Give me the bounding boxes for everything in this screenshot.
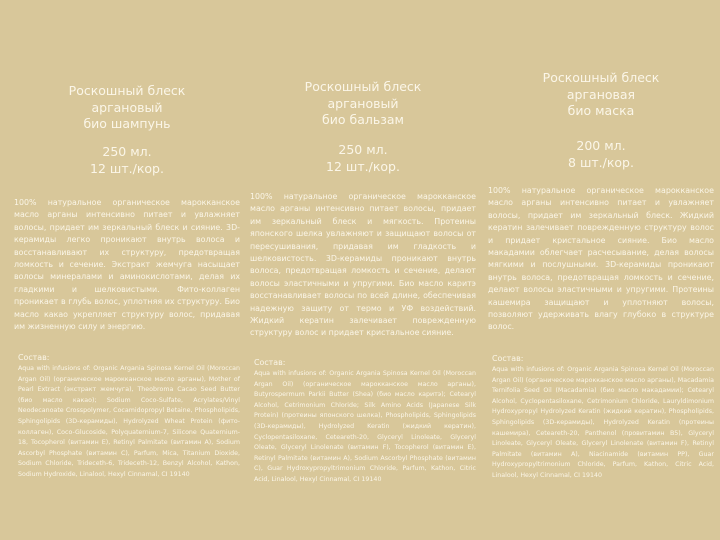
composition-label: Состав: xyxy=(18,353,50,362)
composition-text: Aqua with infusions of: Organic Argania Spinosa Kernel Oil (Moroccan Argan Oil) (органическое марокканское масло арганы), Macadamia Ternifolia Seed Oil (Macadamia) (био масло макадамии); Cetearyl Alcohol, Cyclopentasiloxane, Cetrimonium Chloride, Lauryldimonium Hydroxypropyl Hydrolyzed Keratin (жидкий кератин), Phospholipids, Sphingolipids (3D-керамиды), Hydrolyzed Keratin (протеины кашемира), Ceteareth-20, Panthenol (провитамин В5), Glyceryl Linoleate, Glyceryl Oleate, Glyceryl Linolenate (витамин F), Retinyl Palmitate (витамин А), Niacinamide (витамин PP), Guar Hydroxypropyltrimonium Chloride, Parfum, Kathon, Citric Acid, Linalool, Hexyl Cinnamal, CI 19140 xyxy=(492,366,714,479)
product-volume: 250 мл. 12 шт./кор. xyxy=(326,142,400,174)
product-title: Роскошный блеск аргановый био бальзам xyxy=(304,79,422,127)
composition-label: Состав: xyxy=(492,354,524,363)
product-title: Роскошный блеск аргановый био шампунь xyxy=(68,83,186,131)
product-description: 100% натуральное органическое марокканское масло арганы интенсивно питает и увлажняет волосы, придает им зеркальный блеск и сияние. 3D-керамиды легко проникают внутрь волоса и восстанавливают их структуру, предотвращая ломкость и сечение. Экстракт жемчуга насыщает волосы минералами и аминокислотами, делая их гладкими и шелковистыми. Фито-коллаген проникает в глубь волос, уплотняя их структуру. Био масло какао укрепляет структуру волос, придавая им жизненную силу и энергию. xyxy=(14,198,240,332)
product-volume: 250 мл. 12 шт./кор. xyxy=(90,144,164,176)
product-description: 100% натуральное органическое марокканское масло арганы интенсивно питает волосы, придает им зеркальный блеск и мягкость. Протеины японского шелка увлажняют и защищают волосы от пересушивания, придавая им гладкость и шелковистость. 3D-керамиды проникают внутрь волоса, предотвращая ломкость и сечение, делают волосы эластичными и упругими. Био масло каритэ восстанавливает волосы по всей длине, обеспечивая надежную защиту от термо и УФ воздействий. Жидкий кератин залечивает поврежденную структуру волос и придает кристальное сияние. xyxy=(250,192,476,338)
product-description: 100% натуральное органическое марокканское масло арганы интенсивно питает и увлажняет волосы, придает им зеркальный блеск. Жидкий кератин залечивает поврежденную структуру волос и придает кристальное сияние. Био масло макадамии облегчает расчесывание, делая волосы мягкими и послушными. 3D-керамиды проникают внутрь волоса, предотвращая ломкость и сечение, делают волосы эластичными и упругими. Протеины кашемира защищают и уплотняют волосы, позволяют удерживать влагу глубоко в структуре волос. xyxy=(488,186,714,332)
product-title: Роскошный блеск аргановая био маска xyxy=(542,70,660,118)
composition-label: Состав: xyxy=(254,358,286,367)
product-volume: 200 мл. 8 шт./кор. xyxy=(568,138,634,170)
composition-text: Aqua with infusions of: Organic Argania Spinosa Kernel Oil (Moroccan Argan Oil) (органическое марокканское масло арганы), Mother of Pearl Extract (экстракт жемчуга), Theobroma Cacao Seed Butter (био масло какао); Sodium Coco-Sulfate, Acrylates/Vinyl Neodecanoate Crosspolymer, Cocamidopropyl Betaine, Phospholipids, Sphingolipids (3D-керамиды), Hydrolyzed Wheat Protein (фито-коллаген), Coco-Glucoside, Polyquaternium-7, Silicone Quaternium-18, Tocopherol (витамин Е), Retinyl Palmitate (витамин А), Sodium Ascorbyl Phosphate (витамин С), Parfum, Mica, Titanium Dioxide, Sodium Chloride, Trideceth-6, Trideceth-12, Benzyl Alcohol, Kathon, Sodium Hydroxide, Linalool, Hexyl Cinnamal, CI 19140 xyxy=(18,365,240,478)
composition-text: Aqua with infusions of: Organic Argania Spinosa Kernel Oil (Moroccan Argan Oil) (органическое марокканское масло арганы), Butyrospermum Parkii Butter (Shea) (био масло каритэ); Cetearyl Alcohol, Cetrimonium Chloride; Silk Amino Acids (Japanese Silk Protein) (протеины японского шелка), Phospholipids, Sphingolipids (3D-керамиды), Hydrolyzed Keratin (жидкий кератин), Cyclopentasiloxane, Ceteareth-20, Glyceryl Linoleate, Glyceryl Oleate, Glyceryl Linolenate (витамин F), Tocopherol (витамин Е), Retinyl Palmitate (витамин А), Sodium Ascorbyl Phosphate (витамин С), Guar Hydroxypropyltrimonium Chloride, Parfum, Kathon, Citric Acid, Linalool, Hexyl Cinnamal, CI 19140 xyxy=(254,370,476,483)
